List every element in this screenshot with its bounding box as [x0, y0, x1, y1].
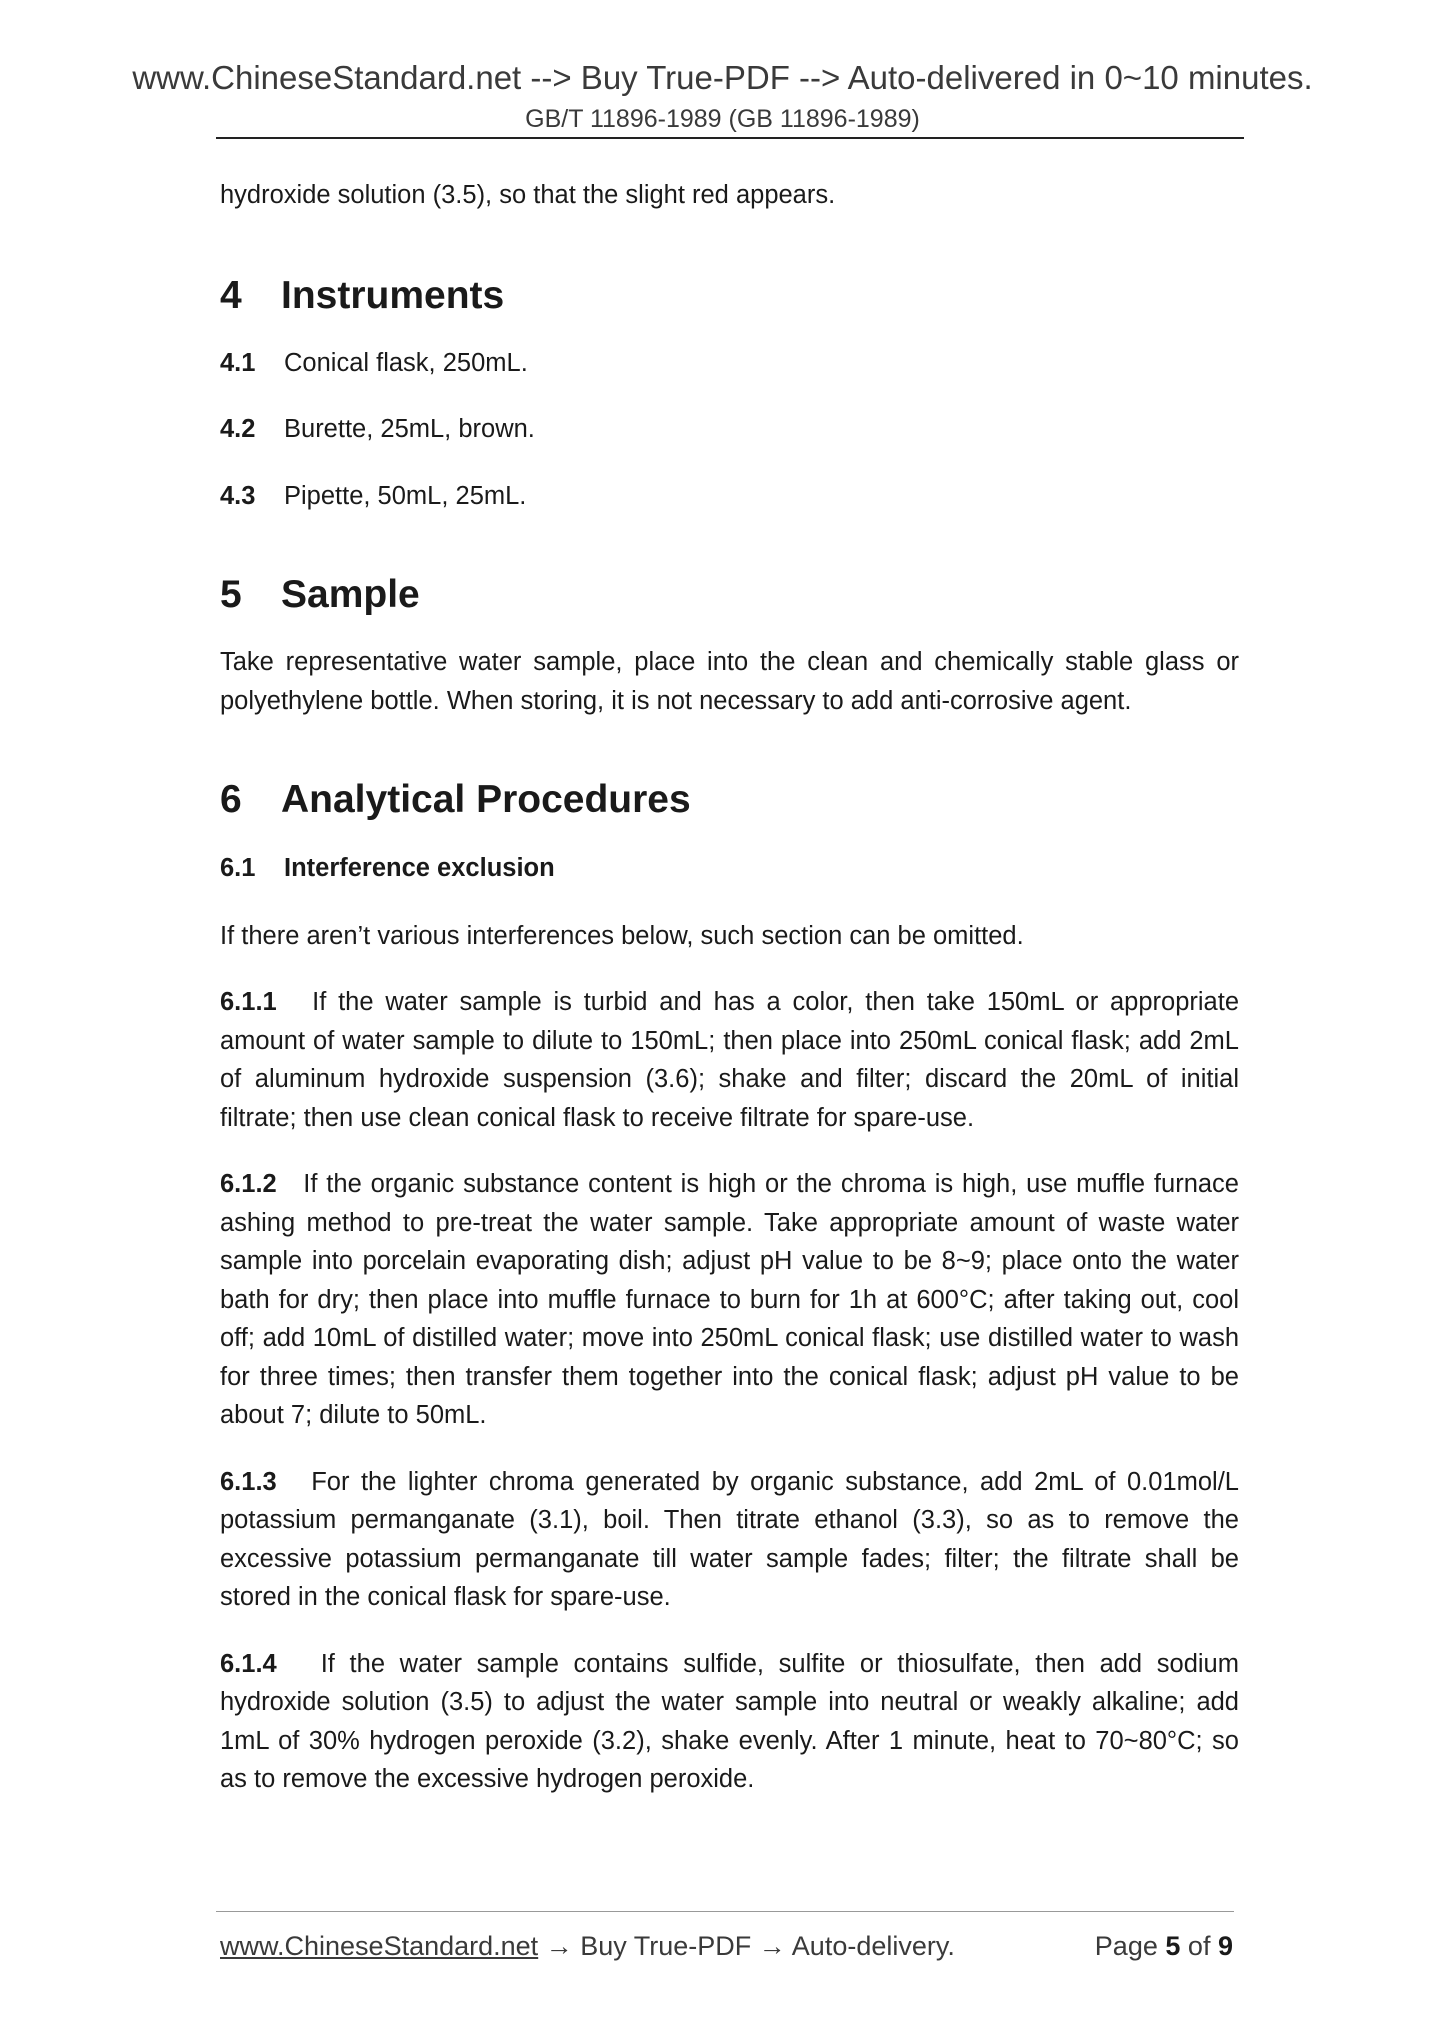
- item-4-2: [220, 410, 1239, 449]
- item-6-1-1-text: If the water sample is turbid and has a color, then take 150mL or appropriate amount of water sample to dilute to 150mL; then place into 250mL conical flask; add 2mL of aluminum hydroxide suspension (3.6); shake and filter; discard the 20mL of initial filtrate; then use clean conical flask to receive filtrate for spare-use.: [220, 988, 1239, 1132]
- page-current: 5: [1165, 1931, 1181, 1961]
- item-6-1-4-text: If the water sample contains sulfide, sulfite or thiosulfate, then add sodium hydroxide solution (3.5) to adjust the water sample into neutral or weakly alkaline; add 1mL of 30% hydrogen peroxide (3.2), shake evenly. After 1 minute, heat to 70~80°C; so as to remove the excessive hydrogen peroxide.: [220, 1649, 1239, 1793]
- footer-site-link[interactable]: www.ChineseStandard.net: [220, 1931, 539, 1961]
- footer-promo: [220, 1929, 955, 1963]
- item-4-1: [220, 344, 1239, 383]
- footer-delivery-text: Auto-delivery.: [791, 1931, 955, 1961]
- section-6-title: Analytical Procedures: [281, 778, 691, 821]
- item-6-1-3-text: For the lighter chroma generated by organic substance, add 2mL of 0.01mol/L potassium permanganate (3.1), boil. Then titrate ethanol (3.3), so as to remove the excessive potassium permanganate till water sample fades; filter; the filtrate shall be stored in the conical flask for spare-use.: [220, 1467, 1239, 1611]
- lead-paragraph: hydroxide solution (3.5), so that the slight red appears.: [220, 181, 836, 209]
- item-4-2-text: Burette, 25mL, brown.: [284, 415, 535, 443]
- item-6-1-3: [220, 1463, 1239, 1617]
- item-4-3-number: 4.3: [220, 481, 256, 510]
- item-4-1-text: Conical flask, 250mL.: [284, 348, 528, 377]
- item-4-1-number: 4.1: [220, 348, 256, 377]
- standard-code: GB/T 11896-1989 (GB 11896-1989): [525, 105, 920, 133]
- page-content: [220, 176, 1239, 1799]
- item-6-1-2-number: 6.1.2: [220, 1170, 277, 1198]
- item-4-3: [220, 477, 1239, 516]
- item-6-1-1: [220, 983, 1239, 1137]
- subsection-6-1-title: Interference exclusion: [284, 854, 555, 882]
- item-4-2-number: 4.2: [220, 415, 256, 443]
- subsection-6-1-heading: [220, 849, 1239, 888]
- item-6-1-1-number: 6.1.1: [220, 988, 277, 1016]
- section-5-number: 5: [220, 573, 242, 616]
- subsection-6-1-intro: If there aren’t various interferences below, such section can be omitted.: [220, 921, 1024, 950]
- section-6-number: 6: [220, 778, 242, 821]
- item-6-1-2-text: If the organic substance content is high or the chroma is high, use muffle furnace ashing method to pre-treat the water sample. Take appropriate amount of waste water sample into porcelain evaporating dish; adjust pH value to be 8~9; place onto the water bath for dry; then place into muffle furnace to burn for 1h at 600°C; after taking out, cool off; add 10mL of distilled water; move into 250mL conical flask; use distilled water to wash for three times; then transfer them together into the conical flask; adjust pH value to be about 7; dilute to 50mL.: [220, 1170, 1239, 1429]
- of-word: of: [1187, 1931, 1211, 1961]
- footer-buy-text: Buy True-PDF: [580, 1931, 752, 1961]
- section-5-heading: [220, 571, 1239, 619]
- arrow-right-icon: →: [758, 1931, 786, 1961]
- item-4-3-text: Pipette, 50mL, 25mL.: [284, 481, 527, 510]
- section-4-heading: [220, 272, 1239, 320]
- item-6-1-2: [220, 1165, 1239, 1435]
- section-4-title: Instruments: [281, 273, 505, 317]
- section-4-number: 4: [220, 273, 242, 317]
- item-6-1-3-number: 6.1.3: [220, 1467, 277, 1496]
- footer-divider: [216, 1911, 1234, 1912]
- section-5-text: Take representative water sample, place into the clean and chemically stable glass or polyethylene bottle. When storing, it is not necessary to add anti-corrosive agent.: [220, 648, 1239, 715]
- arrow-right-icon: →: [545, 1931, 573, 1961]
- page-total: 9: [1217, 1931, 1233, 1961]
- section-5-title: Sample: [281, 573, 420, 616]
- section-6-heading: [220, 776, 1239, 824]
- item-6-1-4-number: 6.1.4: [220, 1649, 277, 1678]
- item-6-1-4: [220, 1645, 1239, 1799]
- page-indicator: [1095, 1929, 1233, 1963]
- header-banner[interactable]: www.ChineseStandard.net --> Buy True-PDF --> Auto-delivered in 0~10 minutes.: [132, 59, 1313, 96]
- subsection-6-1-number: 6.1: [220, 854, 256, 882]
- page-word: Page: [1094, 1931, 1158, 1961]
- header-divider: [216, 137, 1244, 139]
